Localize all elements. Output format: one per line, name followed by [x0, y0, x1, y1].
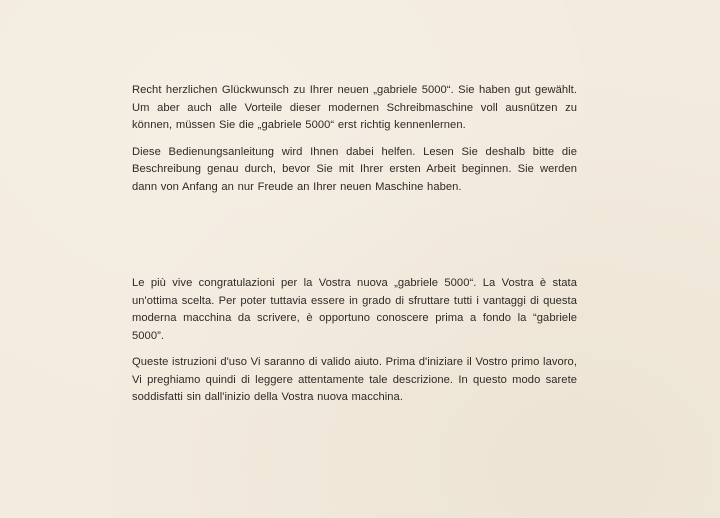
- italian-section: [132, 275, 577, 407]
- german-paragraph-2: Diese Bedienungsanleitung wird Ihnen dabei helfen. Lesen Sie deshalb bitte die Beschreibung genau durch, bevor Sie mit Ihrer ersten Arbeit beginnen. Sie werden dann von Anfang an nur Freude an Ihrer neuen Maschine haben.: [132, 145, 577, 193]
- german-section: [132, 82, 577, 196]
- italian-paragraph-2: Queste istruzioni d'uso Vi saranno di valido aiuto. Prima d'iniziare il Vostro primo lavoro, Vi preghiamo quindi di leggere attentamente tale descrizione. In questo modo sarete soddisfatti sin dall'inizio della Vostra nuova macchina.: [132, 356, 577, 403]
- german-paragraph-1: Recht herzlichen Glückwunsch zu Ihrer neuen „gabriele 5000“. Sie haben gut gewählt. Um aber auch alle Vorteile dieser modernen Schreibmaschine voll ausnützen zu können, müssen Sie die „gabriele 5000“ erst richtig kennenlernen.: [132, 84, 577, 131]
- italian-paragraph-1: Le più vive congratulazioni per la Vostra nuova „gabriele 5000“. La Vostra è stata un'ottima scelta. Per poter tuttavia essere in grado di sfruttare tutti i vantaggi di questa moderna macchina da scrivere, è opportuno conoscere prima a fondo la “gabriele 5000”.: [132, 277, 577, 342]
